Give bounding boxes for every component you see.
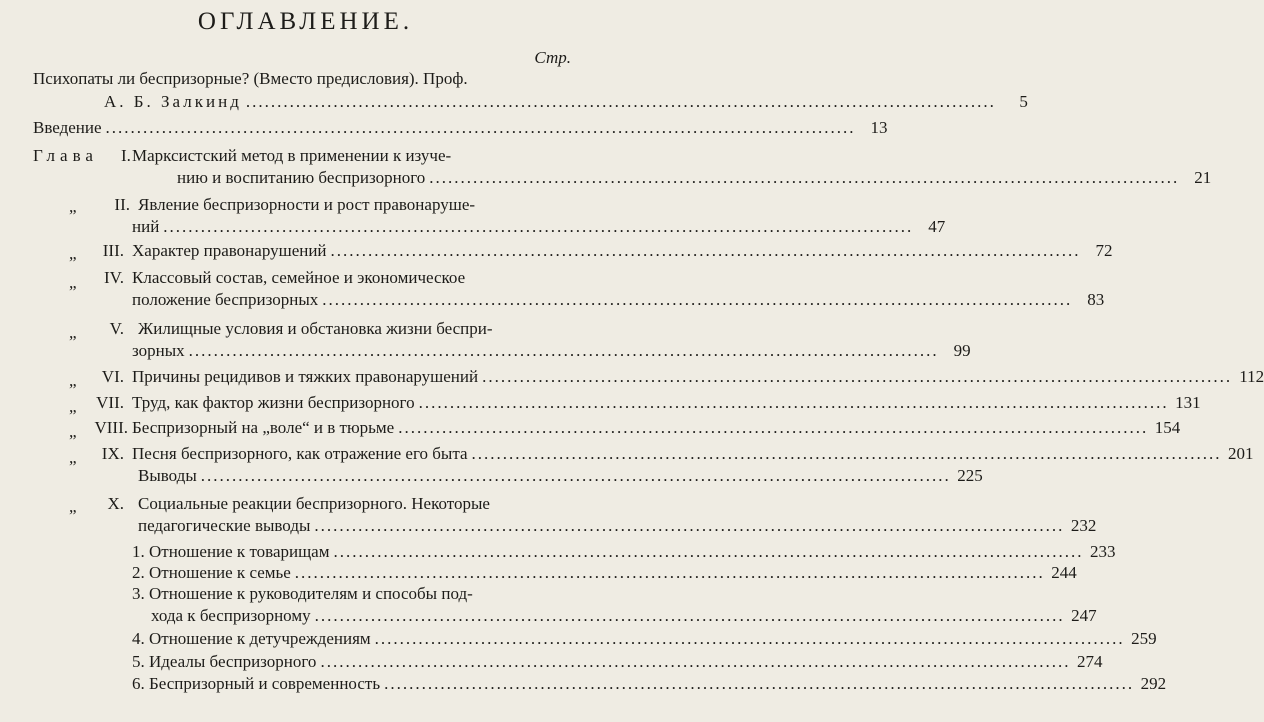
chapter-4-title1: Классовый состав, семейное и экономическое xyxy=(132,268,466,287)
entry-title: хода к беспризорному xyxy=(151,606,311,625)
toc-entry-ch8 xyxy=(132,417,1181,439)
chapter-number: IV. xyxy=(104,268,124,287)
page-number: 247 xyxy=(1071,606,1097,625)
entry-title: Песня беспризорного, как отражение его быта xyxy=(132,444,468,463)
leader-dots: ........................................................................................................................ xyxy=(314,516,1065,535)
chapter-number: VI. xyxy=(101,367,124,386)
toc-entry-sub5 xyxy=(132,651,1103,673)
leader-dots: ........................................................................................................................ xyxy=(320,652,1071,671)
toc-entry-ch5 xyxy=(132,340,971,362)
toc-entry-sub4 xyxy=(132,628,1157,650)
entry-title: нию и воспитанию беспризорного xyxy=(177,168,426,187)
leader-dots: ........................................................................................................................ xyxy=(105,118,856,137)
entry-title: 4. Отношение к детучреждениям xyxy=(132,629,371,648)
toc-entry-sub3 xyxy=(151,605,1097,627)
ditto-mark: „ xyxy=(69,244,77,263)
entry-title: 1. Отношение к товарищам xyxy=(132,542,330,561)
page-number: 232 xyxy=(1070,516,1097,535)
toc-entry-sub1 xyxy=(132,541,1116,563)
toc-entry-sub6 xyxy=(132,673,1167,695)
toc-entry-ch4 xyxy=(132,289,1105,311)
leader-dots: ........................................................................................................................ xyxy=(330,241,1081,260)
entry-title: ний xyxy=(132,217,160,236)
toc-entry-ch9-conclusions xyxy=(138,465,983,487)
leader-dots: ........................................................................................................................ xyxy=(188,341,939,360)
chapter-number: II. xyxy=(114,195,130,214)
page-number: 21 xyxy=(1194,168,1212,187)
toc-entry-ch10 xyxy=(138,515,1097,537)
toc-entry-preface xyxy=(104,91,1028,113)
leader-dots: ........................................................................................................................ xyxy=(398,418,1149,437)
chapter-1-title1: Марксистский метод в применении к изуче- xyxy=(132,146,452,165)
toc-entry-sub2 xyxy=(132,562,1077,584)
page-number: 259 xyxy=(1131,629,1157,648)
ditto-mark: „ xyxy=(69,448,77,467)
entry-title: Выводы xyxy=(138,466,197,485)
entry-title: 6. Беспризорный и современность xyxy=(132,674,381,693)
leader-dots: ........................................................................................................................ xyxy=(314,606,1065,625)
page-number: 13 xyxy=(870,118,888,137)
leader-dots: ........................................................................................................................ xyxy=(482,367,1233,386)
chapter-number: V. xyxy=(109,319,124,338)
leader-dots: ........................................................................................................................ xyxy=(333,542,1084,561)
entry-title: Причины рецидивов и тяжких правонарушений xyxy=(132,367,479,386)
leader-dots: ........................................................................................................................ xyxy=(471,444,1222,463)
entry-title: положение беспризорных xyxy=(132,290,319,309)
entry-title: 2. Отношение к семье xyxy=(132,563,291,582)
chapter-number: X. xyxy=(107,494,124,513)
entry-title: Труд, как фактор жизни беспризорного xyxy=(132,393,415,412)
page-title: ОГЛАВЛЕНИЕ. xyxy=(197,8,414,35)
page-number: 72 xyxy=(1095,241,1113,260)
leader-dots: ........................................................................................................................ xyxy=(200,466,951,485)
page-number: 47 xyxy=(928,217,946,236)
page-number: 112 xyxy=(1239,367,1264,386)
chapter-10-title1: Социальные реакции беспризорного. Некоторые xyxy=(138,494,490,513)
preface-author: А. Б. Залкинд xyxy=(104,92,242,111)
leader-dots: ........................................................................................................................ xyxy=(245,92,996,111)
page-number: 5 xyxy=(1019,92,1028,111)
entry-title: Беспризорный на „воле“ и в тюрьме xyxy=(132,418,395,437)
entry-title: Введение xyxy=(33,118,102,137)
leader-dots: ........................................................................................................................ xyxy=(163,217,914,236)
chapter-number: VIII. xyxy=(94,418,128,437)
chapter-number: IX. xyxy=(101,444,124,463)
page-number: 244 xyxy=(1051,563,1077,582)
ditto-mark: „ xyxy=(69,323,77,342)
entry-title: 5. Идеалы беспризорного xyxy=(132,652,317,671)
entry-title: зорных xyxy=(132,341,185,360)
chapter-number: VII. xyxy=(96,393,124,412)
page-number: 99 xyxy=(953,341,971,360)
toc-entry-ch9 xyxy=(132,443,1254,465)
leader-dots: ........................................................................................................................ xyxy=(322,290,1073,309)
page-number: 274 xyxy=(1076,652,1103,671)
leader-dots: ........................................................................................................................ xyxy=(384,674,1135,693)
chapter-1-line1 xyxy=(33,145,131,167)
toc-entry-intro xyxy=(33,117,888,139)
ditto-mark: „ xyxy=(69,197,77,216)
chapter-5-title1: Жилищные условия и обстановка жизни беспри- xyxy=(138,319,493,338)
ditto-mark: „ xyxy=(69,371,77,390)
ditto-mark: „ xyxy=(69,497,77,516)
page-number: 292 xyxy=(1140,674,1167,693)
ditto-mark: „ xyxy=(69,422,77,441)
page-number: 83 xyxy=(1087,290,1105,309)
entry-title: педагогические выводы xyxy=(138,516,311,535)
toc-entry-ch1 xyxy=(177,167,1212,189)
leader-dots: ........................................................................................................................ xyxy=(429,168,1180,187)
page-number: 233 xyxy=(1089,542,1116,561)
chapter-label: Глава xyxy=(33,146,98,165)
page-number: 131 xyxy=(1175,393,1201,412)
entry-title: Характер правонарушений xyxy=(132,241,327,260)
chapter-number: I. xyxy=(121,146,131,165)
toc-entry-ch6 xyxy=(132,366,1264,388)
toc-entry-ch2 xyxy=(132,216,946,238)
ditto-mark: „ xyxy=(69,273,77,292)
page-column-header: Стр. xyxy=(534,48,571,67)
leader-dots: ........................................................................................................................ xyxy=(294,563,1045,582)
leader-dots: ........................................................................................................................ xyxy=(374,629,1125,648)
sub3-line1: 3. Отношение к руководителям и способы под- xyxy=(132,584,473,603)
ditto-mark: „ xyxy=(69,397,77,416)
preface-line1: Психопаты ли беспризорные? (Вместо предисловия). Проф. xyxy=(33,69,468,88)
toc-entry-ch3 xyxy=(132,240,1113,262)
page-number: 225 xyxy=(957,466,983,485)
chapter-2-title1: Явление беспризорности и рост правонаруше- xyxy=(138,195,476,214)
page-number: 201 xyxy=(1228,444,1254,463)
chapter-number: III. xyxy=(102,241,124,260)
toc-entry-ch7 xyxy=(132,392,1201,414)
leader-dots: ........................................................................................................................ xyxy=(418,393,1169,412)
page-number: 154 xyxy=(1154,418,1181,437)
